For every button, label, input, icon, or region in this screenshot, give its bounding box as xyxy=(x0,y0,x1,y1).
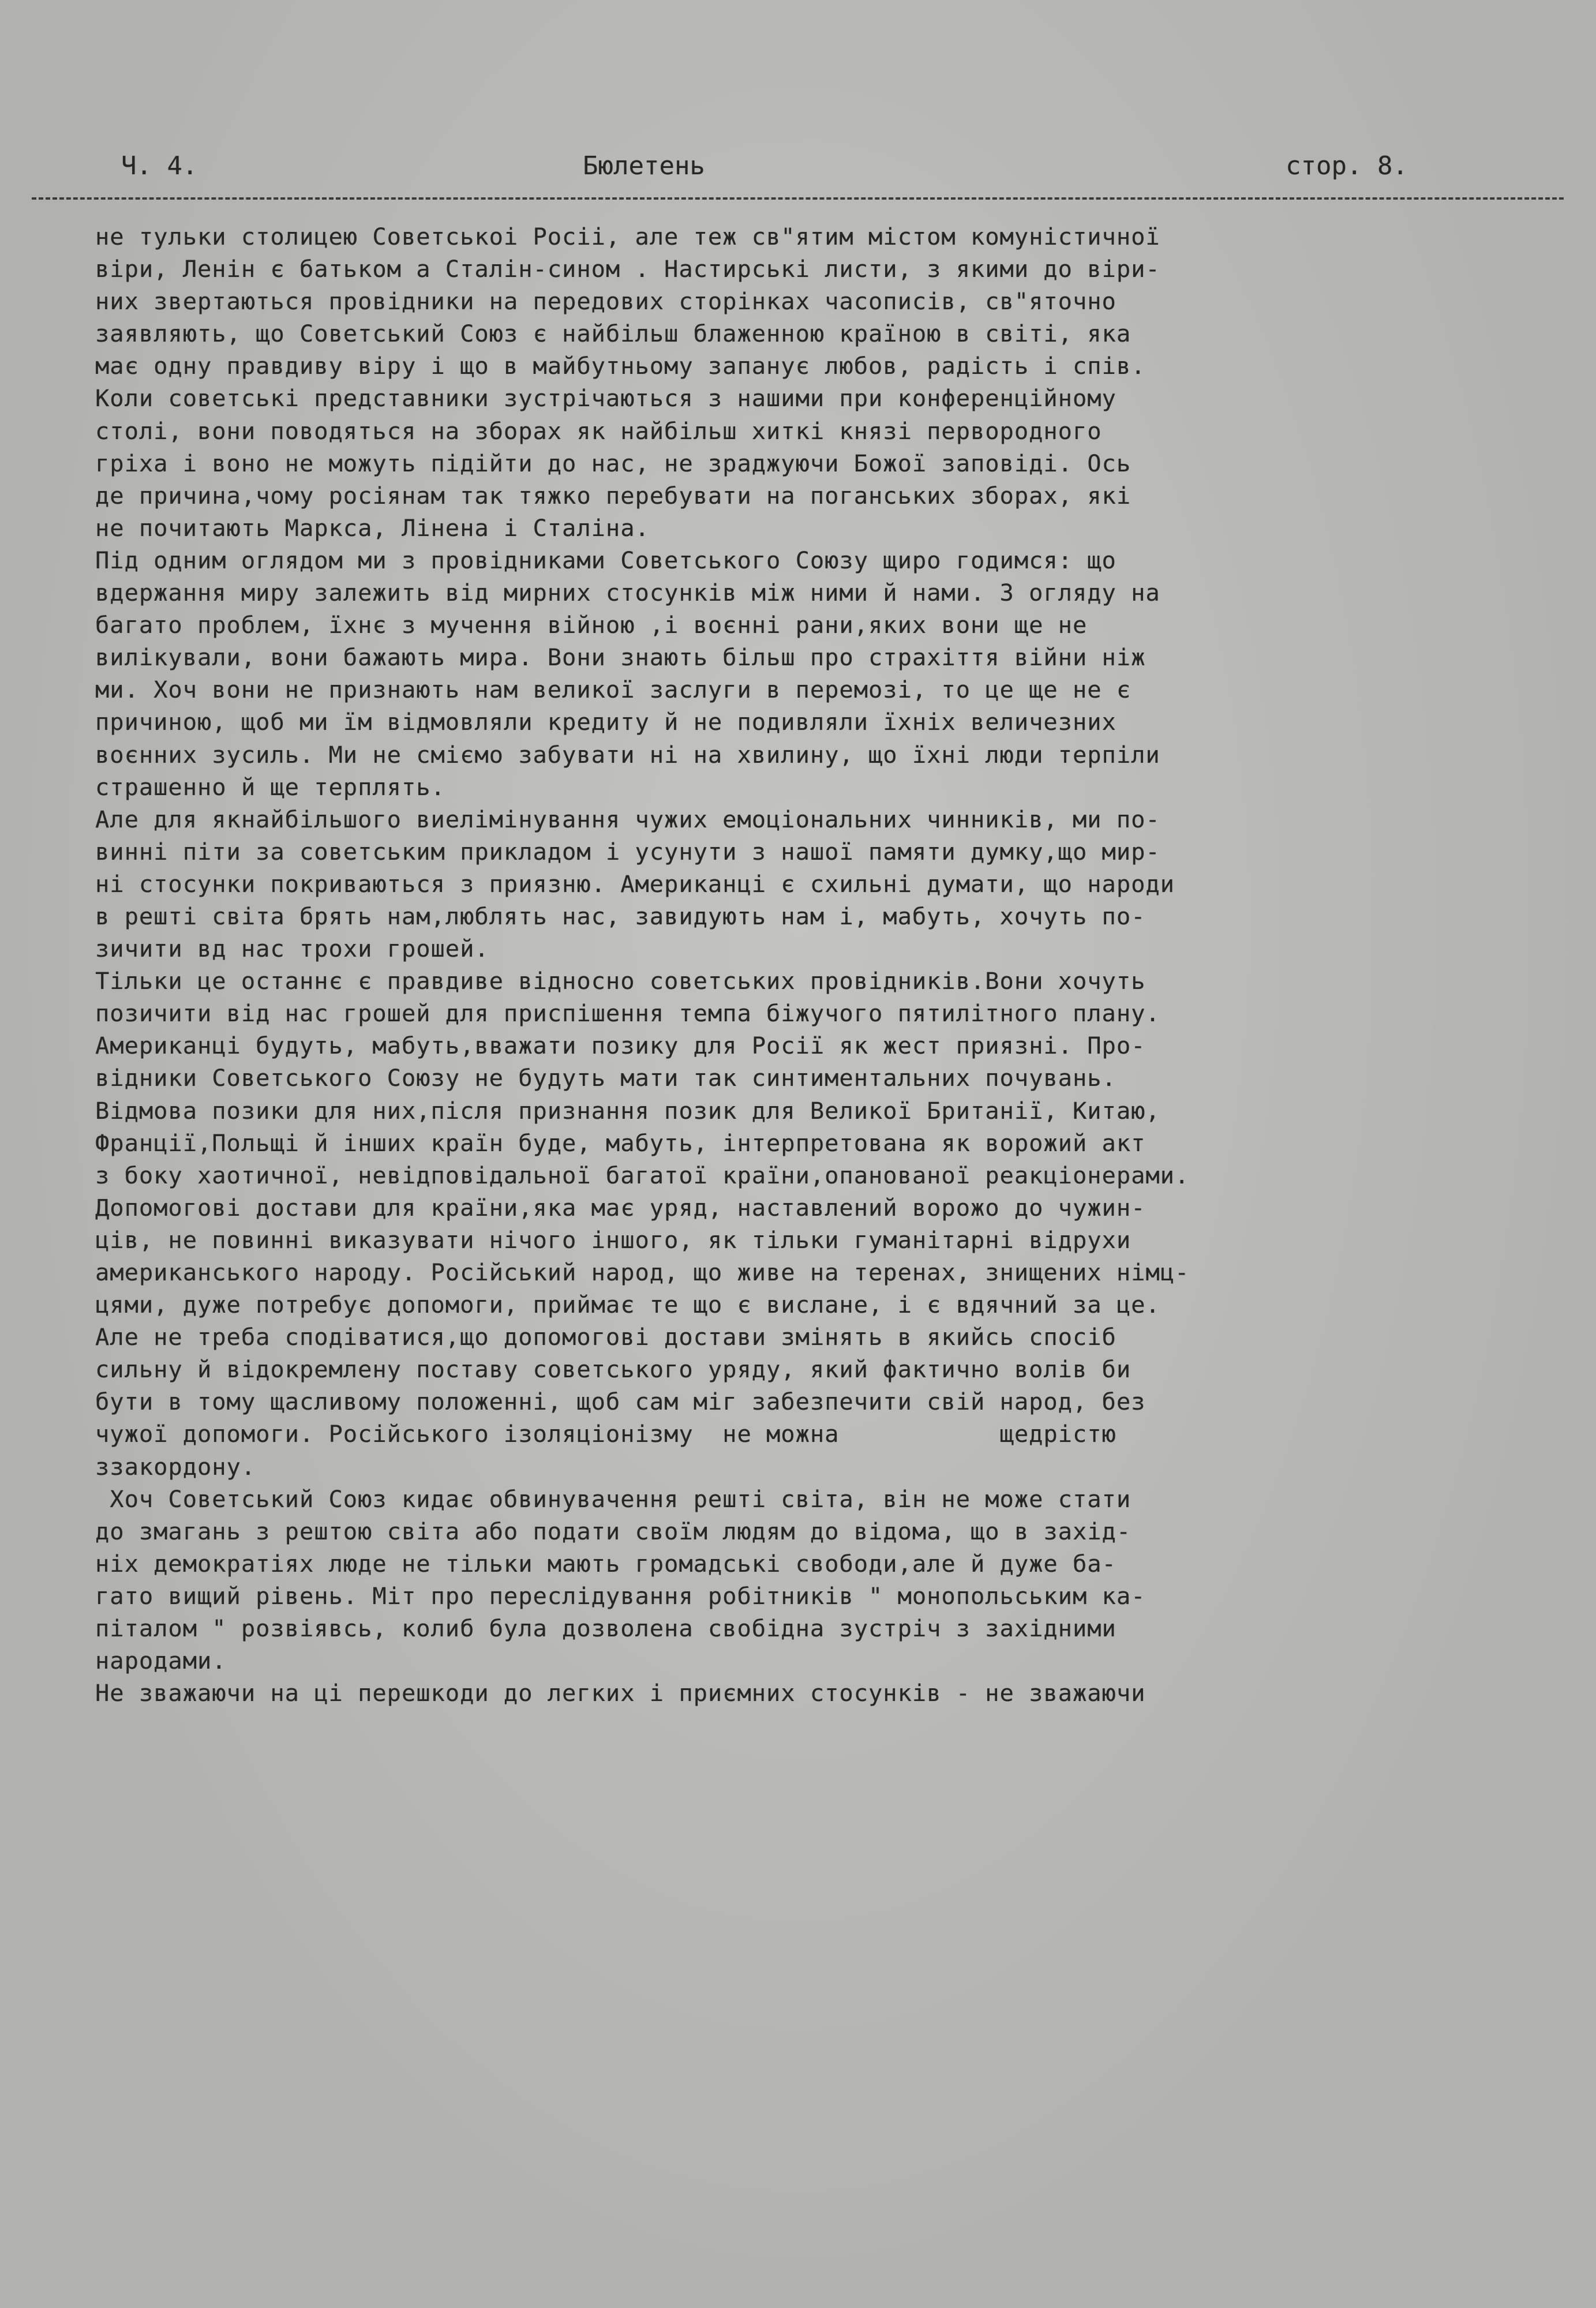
text-line: піталом " розвіявсь, колиб була дозволена свобідна зустріч з західними xyxy=(95,1614,1117,1643)
text-line: американського народу. Російський народ, що живе на теренах, знищених німц- xyxy=(95,1258,1190,1286)
text-line: столі, вони поводяться на зборах як найбільш хиткі князі первородного xyxy=(95,417,1102,445)
page-header xyxy=(121,151,1408,192)
text-line: зичити вд нас трохи грошей. xyxy=(95,935,489,963)
paragraph xyxy=(95,544,1526,803)
paragraph xyxy=(95,220,1526,544)
text-line: Відмова позики для них,після признання позик для Великої Британії, Китаю, xyxy=(95,1096,1160,1125)
text-line: ніх демократіях люде не тільки мають громадські свободи,але й дуже ба- xyxy=(95,1549,1117,1578)
text-line: чужої допомоги. Російського ізоляціонізму не можна щедрістю xyxy=(95,1420,1117,1448)
header-divider xyxy=(32,197,1564,200)
text-line: страшенно й ще терплять. xyxy=(95,773,445,801)
paragraph xyxy=(95,965,1526,1483)
text-line: в решті світа брять нам,люблять нас, завидують нам і, мабуть, хочуть по- xyxy=(95,902,1146,930)
text-line: віри, Ленін є батьком а Сталін-сином . Настирські листи, з якими до віри- xyxy=(95,255,1160,283)
text-line: винні піти за советським прикладом і усунути з нашої памяти думку,що мир- xyxy=(95,837,1160,865)
text-line: Але для якнайбільшого виелімінування чужих емоціональних чинників, ми по- xyxy=(95,805,1160,833)
text-line: відники Советського Союзу не будуть мати так синтиментальних почувань. xyxy=(95,1064,1117,1092)
text-line: позичити від нас грошей для приспішення темпа біжучого пятилітного плану. xyxy=(95,999,1160,1028)
text-line: де причина,чому росіянам так тяжко перебувати на поганських зборах, які xyxy=(95,481,1132,509)
paragraph xyxy=(95,803,1526,965)
text-line: воєнних зусиль. Ми не сміємо забувати ні на хвилину, що їхні люди терпіли xyxy=(95,740,1160,769)
text-line: Допомогові достави для країни,яка має уряд, наставлений ворожо до чужин- xyxy=(95,1193,1146,1222)
text-line: гріха і воно не можуть підійти до нас, не зраджуючи Божої заповіді. Ось xyxy=(95,449,1132,477)
text-line: Не зважаючи на ці перешкоди до легких і приємних стосунків - не зважаючи xyxy=(95,1679,1146,1707)
text-line: до змагань з рештою світа або подати своїм людям до відома, що в захід- xyxy=(95,1517,1132,1545)
text-line: ззакордону. xyxy=(95,1452,256,1481)
text-line: Хоч Советський Союз кидає обвинувачення решті світа, він не може стати xyxy=(95,1485,1132,1513)
text-line: бути в тому щасливому положенні, щоб сам міг забезпечити свій народ, без xyxy=(95,1388,1146,1416)
text-line: з боку хаотичної, невідповідальної багатої країни,опанованої реакціонерами. xyxy=(95,1161,1190,1189)
text-line: Під одним оглядом ми з провідниками Советського Союзу щиро годимся: що xyxy=(95,546,1117,574)
text-line: вилікували, вони бажають мира. Вони знають більш про страхіття війни ніж xyxy=(95,643,1146,672)
text-line: багато проблем, їхнє з мучення війною ,і воєнні рани,яких вони ще не xyxy=(95,611,1088,639)
text-line: Але не треба сподіватися,що допомогові достави змінять в якийсь спосіб xyxy=(95,1323,1117,1351)
text-line: народами. xyxy=(95,1647,227,1675)
text-line: ців, не повинні виказувати нічого іншого, як тільки гуманітарні відрухи xyxy=(95,1226,1132,1254)
text-line: має одну правдиву віру і що в майбутньому запанує любов, радість і спів. xyxy=(95,352,1146,380)
bulletin-title: Бюлетень xyxy=(583,151,705,181)
text-line: заявляють, що Советський Союз є найбільш блаженною країною в світі, яка xyxy=(95,320,1132,348)
body-text xyxy=(95,220,1526,1709)
text-line: вдержання миру залежить від мирних стосунків між ними й нами. З огляду на xyxy=(95,579,1160,607)
paragraph xyxy=(95,1677,1526,1709)
text-line: ми. Хоч вони не признають нам великої заслуги в перемозі, то це ще не є xyxy=(95,676,1132,704)
text-line: них звертаються провідники на передових сторінках часописів, св"яточно xyxy=(95,287,1117,316)
text-line: Тільки це останнє є правдиве відносно советських провідників.Вони хочуть xyxy=(95,967,1146,995)
text-line: не почитають Маркса, Лінена і Сталіна. xyxy=(95,514,650,542)
page-number: стор. 8. xyxy=(1286,151,1408,181)
text-line: ні стосунки покриваються з приязню. Американці є схильні думати, що народи xyxy=(95,870,1175,898)
text-line: сильну й відокремлену поставу советського уряду, який фактично волів би xyxy=(95,1355,1132,1384)
text-line: цями, дуже потребує допомоги, приймає те що є вислане, і є вдячний за це. xyxy=(95,1291,1160,1319)
text-line: гато вищий рівень. Міт про переслідування робітників " монопольським ка- xyxy=(95,1582,1146,1610)
issue-number: Ч. 4. xyxy=(121,151,198,181)
text-line: Коли советські представники зустрічаються з нашими при конференційному xyxy=(95,384,1117,413)
text-line: Американці будуть, мабуть,вважати позику для Росії як жест приязні. Про- xyxy=(95,1032,1146,1060)
text-line: не тульки столицею Советськоі Росіі, але теж св"ятим містом комуністичної xyxy=(95,223,1160,250)
text-line: причиною, щоб ми їм відмовляли кредиту й не подивляли їхніх величезних xyxy=(95,708,1117,736)
text-line: Франції,Польщі й інших країн буде, мабуть, інтерпретована як ворожий акт xyxy=(95,1129,1146,1157)
paragraph xyxy=(95,1483,1526,1677)
